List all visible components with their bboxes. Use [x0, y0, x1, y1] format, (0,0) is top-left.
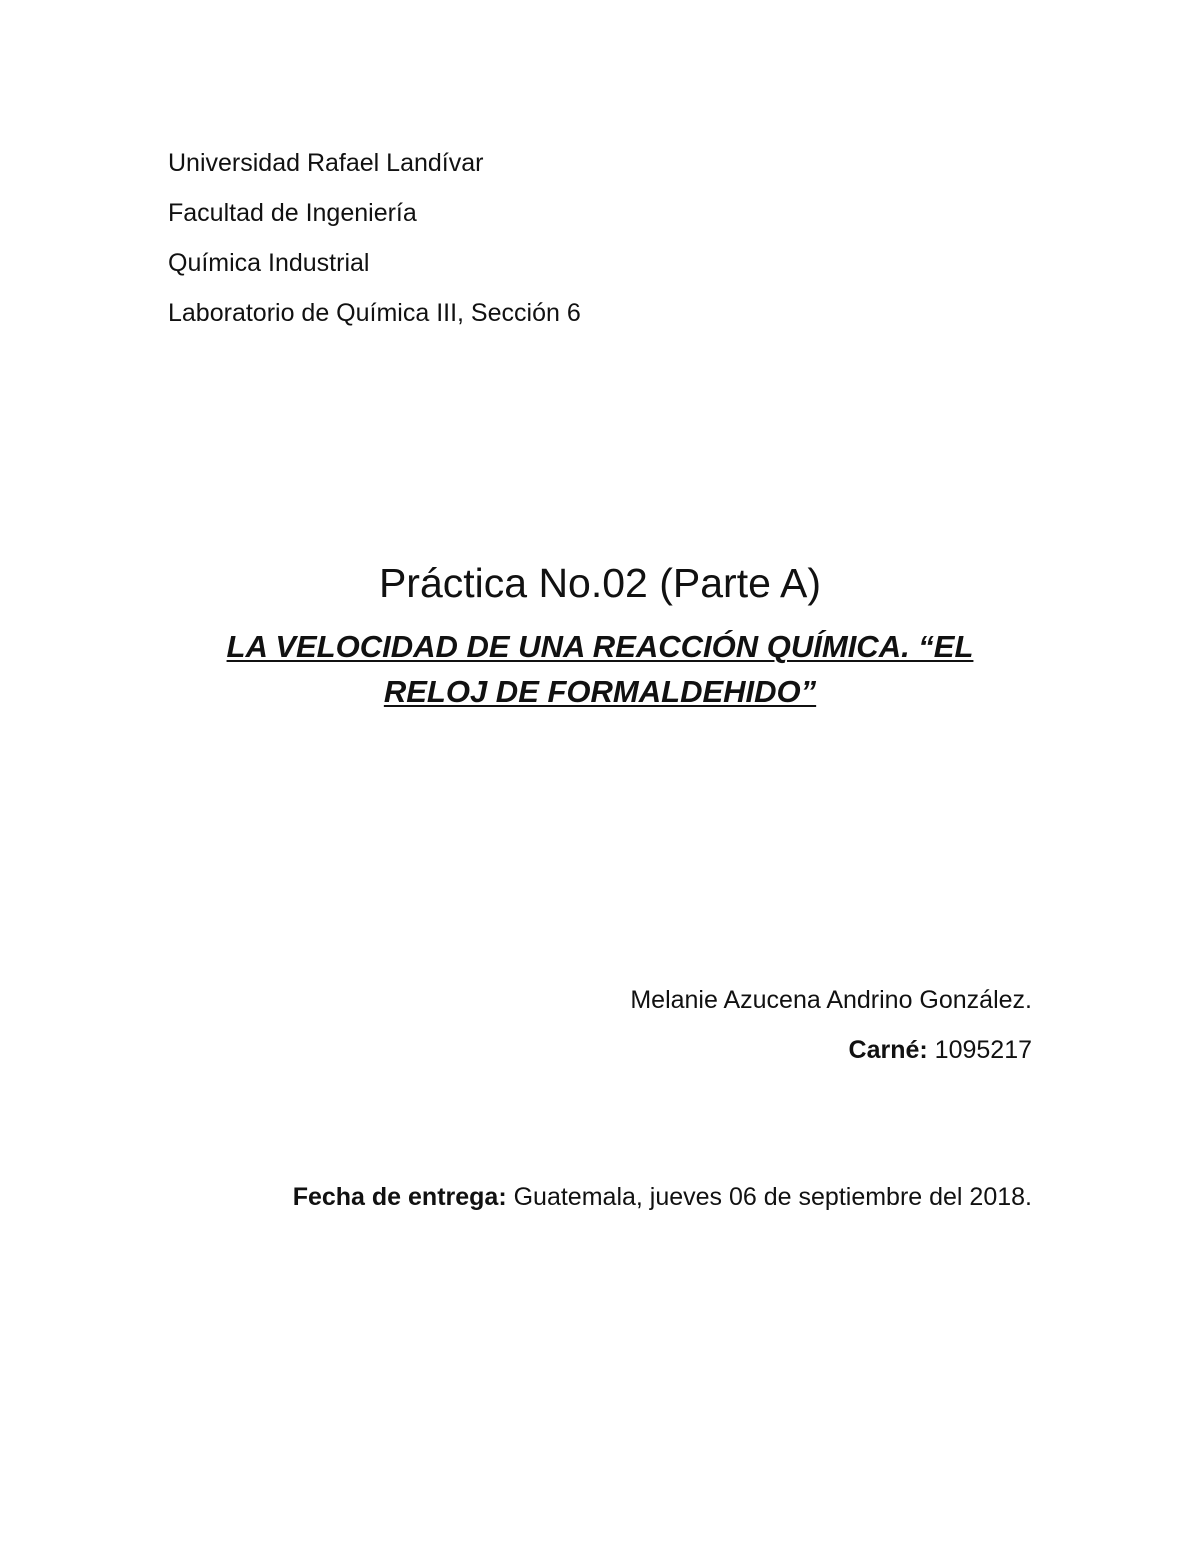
practice-title: Práctica No.02 (Parte A)	[378, 560, 822, 606]
delivery-date-label: Fecha de entrega:	[292, 1183, 507, 1211]
author-name: Melanie Azucena Andrino González.	[630, 986, 1032, 1014]
student-id-label: Carné:	[848, 1036, 928, 1064]
delivery-date	[293, 1180, 1032, 1214]
student-id	[849, 1033, 1032, 1067]
delivery-date-value: Guatemala, jueves 06 de septiembre del 2018.	[513, 1183, 1032, 1211]
report-title	[160, 624, 1040, 714]
university-name: Universidad Rafael Landívar	[168, 149, 484, 177]
student-id-value: 1095217	[934, 1036, 1032, 1064]
course-name: Laboratorio de Química III, Sección 6	[168, 299, 581, 327]
report-title-line-1: LA VELOCIDAD DE UNA REACCIÓN QUÍMICA. “EL	[226, 629, 974, 664]
institution-header	[168, 138, 581, 338]
program-name: Química Industrial	[168, 249, 370, 277]
faculty-name: Facultad de Ingeniería	[168, 199, 417, 227]
report-title-line-2: RELOJ DE FORMALDEHIDO”	[383, 674, 817, 709]
